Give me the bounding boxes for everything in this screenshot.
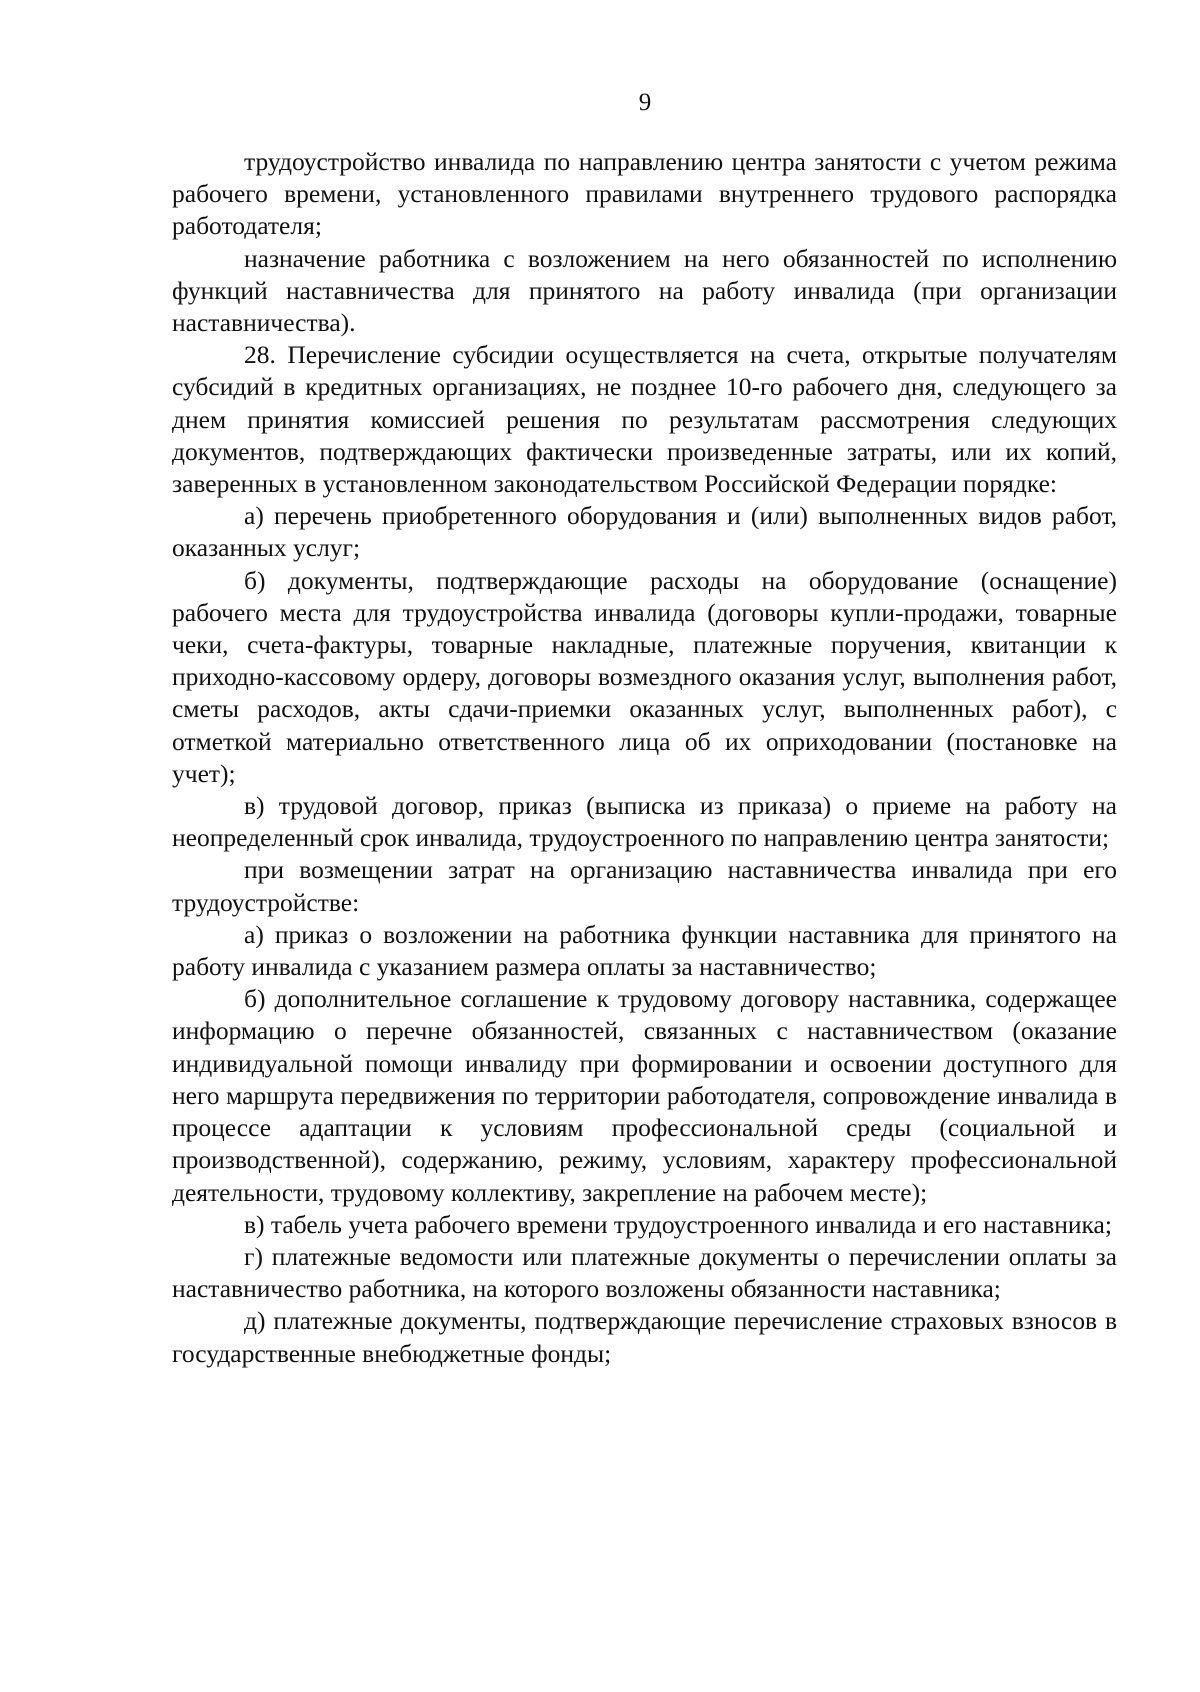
- list-item-v-timesheet: в) табель учета рабочего времени трудоустроенного инвалида и его наставника;: [244, 1209, 1112, 1239]
- paragraph-employment-conditions: трудоустройство инвалида по направлению центра занятости с учетом режима рабочего времени, установленного правилами внутреннего трудового распорядка работодателя;: [172, 147, 1117, 241]
- paragraph-mentorship-costs: при возмещении затрат на организацию наставничества инвалида при его трудоустройстве:: [172, 855, 1117, 917]
- paragraph-28-subsidy-transfer: 28. Перечисление субсидии осуществляется на счета, открытые получателям субсидий в кредитных организациях, не позднее 10-го рабочего дня, следующего за днем принятия комиссией решения по результатам рассмотрения следующих документов, подтверждающих фактически произведенные затраты, или их копий, заверенных в установленном законодательством Российской Федерации порядке:: [172, 340, 1117, 499]
- list-item-v-labor-contract: в) трудовой договор, приказ (выписка из приказа) о приеме на работу на неопределенный срок инвалида, трудоустроенного по направлению центра занятости;: [172, 791, 1117, 853]
- list-item-b-additional-agreement: б) дополнительное соглашение к трудовому договору наставника, содержащее информацию о перечне обязанностей, связанных с наставничеством (оказание индивидуальной помощи инвалиду при формировании и освоении доступного для него маршрута передвижения по территории работодателя, сопровождение инвалида в процессе адаптации к условиям профессиональной среды (социальной и производственной), содержанию, режиму, условиям, характеру профессиональной деятельности, трудовому коллективу, закрепление на рабочем месте);: [172, 984, 1117, 1207]
- list-item-b-expense-documents: б) документы, подтверждающие расходы на оборудование (оснащение) рабочего места для трудоустройства инвалида (договоры купли-продажи, товарные чеки, счета-фактуры, товарные накладные, платежные поручения, квитанции к приходно-кассовому ордеру, договоры возмездного оказания услуг, выполнения работ, сметы расходов, акты сдачи-приемки оказанных услуг, выполненных работ), с отметкой материально ответственного лица об их оприходовании (постановке на учет);: [172, 565, 1117, 788]
- page-number: 9: [638, 89, 652, 116]
- list-item-a-mentor-order: а) приказ о возложении на работника функции наставника для принятого на работу инвалида с указанием размера оплаты за наставничество;: [172, 919, 1117, 982]
- document-body: [172, 146, 1117, 1370]
- list-item-d-insurance-payments: д) платежные документы, подтверждающие перечисление страховых взносов в государственные внебюджетные фонды;: [172, 1306, 1117, 1368]
- list-item-a-equipment-list: а) перечень приобретенного оборудования и (или) выполненных видов работ, оказанных услуг;: [172, 501, 1117, 563]
- list-item-g-payment-statements: г) платежные ведомости или платежные документы о перечислении оплаты за наставничество работника, на которого возложены обязанности наставника;: [172, 1241, 1117, 1304]
- paragraph-mentor-assignment: назначение работника с возложением на него обязанностей по исполнению функций наставничества для принятого на работу инвалида (при организации наставничества).: [172, 243, 1117, 338]
